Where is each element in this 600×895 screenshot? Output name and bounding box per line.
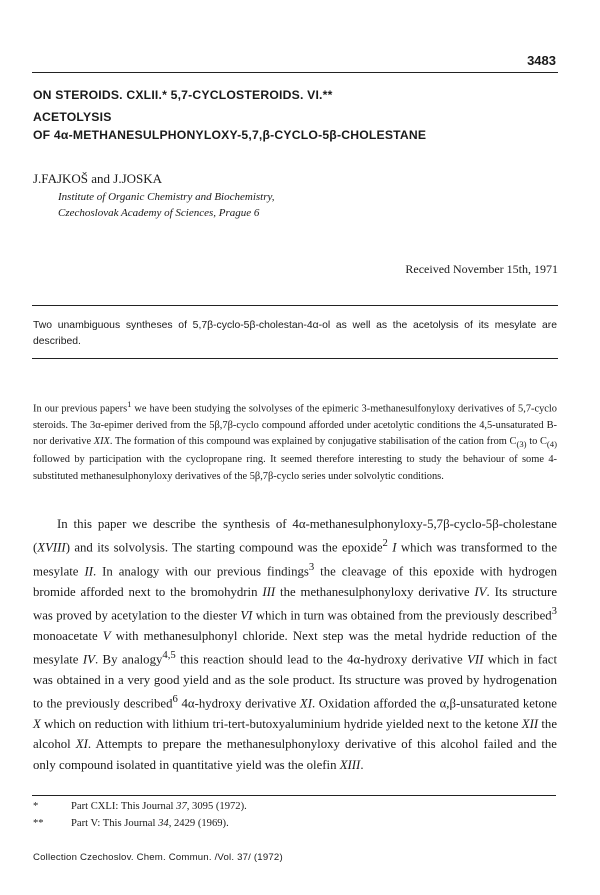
main-paragraph: In this paper we describe the synthesis of 4α-methanesulphonyloxy-5,7β-cyclo-5β-cholestane (XVIII) and its solvolysis. The starting compound was the epoxide$^2$ I which was transformed to the mesylate II. In analogy with our previous findings$^3$ the cleavage of this epoxide with hydrogen bromide afforded next to the bromohydrin III the methanesulphonyloxy derivative IV. Its structure was proved by acetylation to the diester VI which in turn was obtained from the previously described$^3$ monoacetate V with methanesulphonyl chloride. Next step was the metal hydride reduction of the mesylate IV. By analogy$^{4,5}$ this reaction should lead to the 4α-hydroxy derivative VII which in fact was obtained in a very good yield and as the sole product. Its structure was proved by hydrogenation to the previously described$^6$ 4α-hydroxy derivative XI. Oxidation afforded the α,β-unsaturated ketone X which on reduction with lithium tri-tert-butoxyaluminium hydride yielded next to the ketone XII the alcohol XI. Attempts to prepare the methanesulphonyloxy derivative of this alcohol failed and the only compound isolated in quantitative yield was the olefin XIII. [33,517,558,772]
header-rule [32,72,558,73]
affiliation-line-1: Institute of Organic Chemistry and Biochemistry, [58,191,275,203]
abstract-top-rule [32,305,558,306]
authors: J.FAJKOŠ and J.JOSKA [33,171,163,186]
intro-paragraph: In our previous papers$^1$ we have been studying the solvolyses of the epimeric 3-methanesulfonyloxy derivatives of 5,7-cyclo steroids. The 3α-epimer derived from the 5β,7β-cyclo compound afforded under acetolytic conditions the 4,5-unsaturated B-nor derivative XIX. The formation of this compound was explained by conjugative stabilisation of the cation from $C_{(3)}$ to $C_{(4)}$ followed by participation with the cyclopropane ring. It seemed therefore interesting to study the behaviour of some 4-substituted methanesulphonyloxy derivatives of the 5β,7β-cyclo series under solvolytic conditions. [33,399,557,482]
footnote-2: ** Part V: This Journal 34, 2429 (1969). [33,818,229,829]
affiliation-line-2: Czechoslovak Academy of Sciences, Prague 6 [58,207,260,219]
footnote-1: * Part CXLI: This Journal 37, 3095 (1972). [33,801,247,812]
received-date: Received November 15th, 1971 [405,262,558,276]
title-line-3: OF 4α-METHANESULPHONYLOXY-5,7,β-CYCLO-5β-CHOLESTANE [33,128,427,142]
compound-xix: XIX [93,436,110,448]
ref-1: 1 [127,399,132,409]
footnote-rule [32,795,556,796]
page-number: 3483 [527,53,556,68]
journal-citation-line: Collection Czechoslov. Chem. Commun. /Vol. 37/ (1972) [33,852,283,863]
abstract: Two unambiguous syntheses of 5,7β-cyclo-5β-cholestan-4α-ol as well as the acetolysis of its mesylate are described. [33,320,557,347]
title-line-1: ON STEROIDS. CXLII.* 5,7-CYCLOSTEROIDS. VI.** [33,88,333,102]
title-line-2: ACETOLYSIS [33,110,112,124]
abstract-bottom-rule [32,358,558,359]
